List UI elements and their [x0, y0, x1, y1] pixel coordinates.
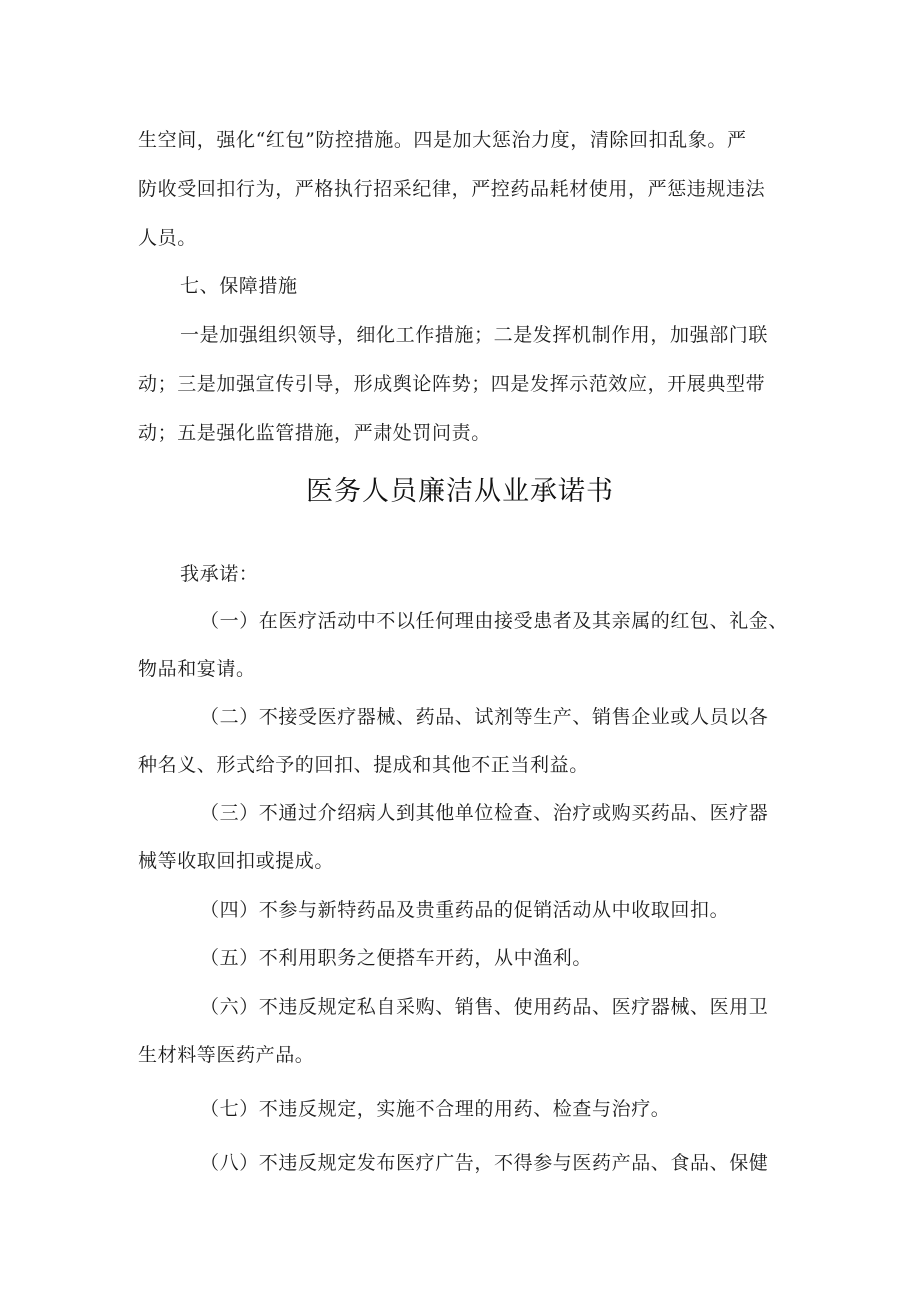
promise-item-line: 生材料等医药产品。: [138, 1044, 315, 1066]
paragraph-line: 动；五是强化监管措施，严肃处罚问责。: [138, 422, 491, 444]
paragraph-line: 人员。: [138, 227, 197, 249]
promise-item-line: （五）不利用职务之便搭车开药，从中渔利。: [200, 947, 593, 969]
promise-item-line: （六）不违反规定私自采购、销售、使用药品、医疗器械、医用卫: [200, 996, 769, 1018]
paragraph-line: 防收受回扣行为，严格执行招采纪律，严控药品耗材使用，严惩违规违法: [138, 178, 766, 200]
paragraph-line: 生空间，强化“红包”防控措施。四是加大惩治力度，清除回扣乱象。严: [138, 129, 747, 151]
promise-item-line: 种名义、形式给予的回扣、提成和其他不正当利益。: [138, 754, 589, 776]
section-heading: 七、保障措施: [180, 275, 298, 297]
promise-item-line: （四）不参与新特药品及贵重药品的促销活动从中收取回扣。: [200, 899, 730, 921]
promise-item-line: （七）不违反规定，实施不合理的用药、检查与治疗。: [200, 1098, 671, 1120]
document-title: 医务人员廉洁从业承诺书: [306, 476, 614, 507]
paragraph-line: 动；三是加强宣传引导，形成舆论阵势；四是发挥示范效应，开展典型带: [138, 373, 766, 395]
promise-item-line: （二）不接受医疗器械、药品、试剂等生产、销售企业或人员以各: [200, 706, 769, 728]
promise-item-line: （三）不通过介绍病人到其他单位检查、治疗或购买药品、医疗器: [200, 802, 769, 824]
promise-item-line: 物品和宴请。: [138, 658, 256, 680]
promise-item-line: 械等收取回扣或提成。: [138, 850, 335, 872]
promise-item-line: （八）不违反规定发布医疗广告，不得参与医药产品、食品、保健: [200, 1152, 769, 1174]
promise-intro: 我承诺：: [180, 563, 259, 585]
paragraph-line: 一是加强组织领导，细化工作措施；二是发挥机制作用，加强部门联: [180, 324, 769, 346]
promise-item-line: （一）在医疗活动中不以任何理由接受患者及其亲属的红包、礼金、: [200, 610, 789, 632]
